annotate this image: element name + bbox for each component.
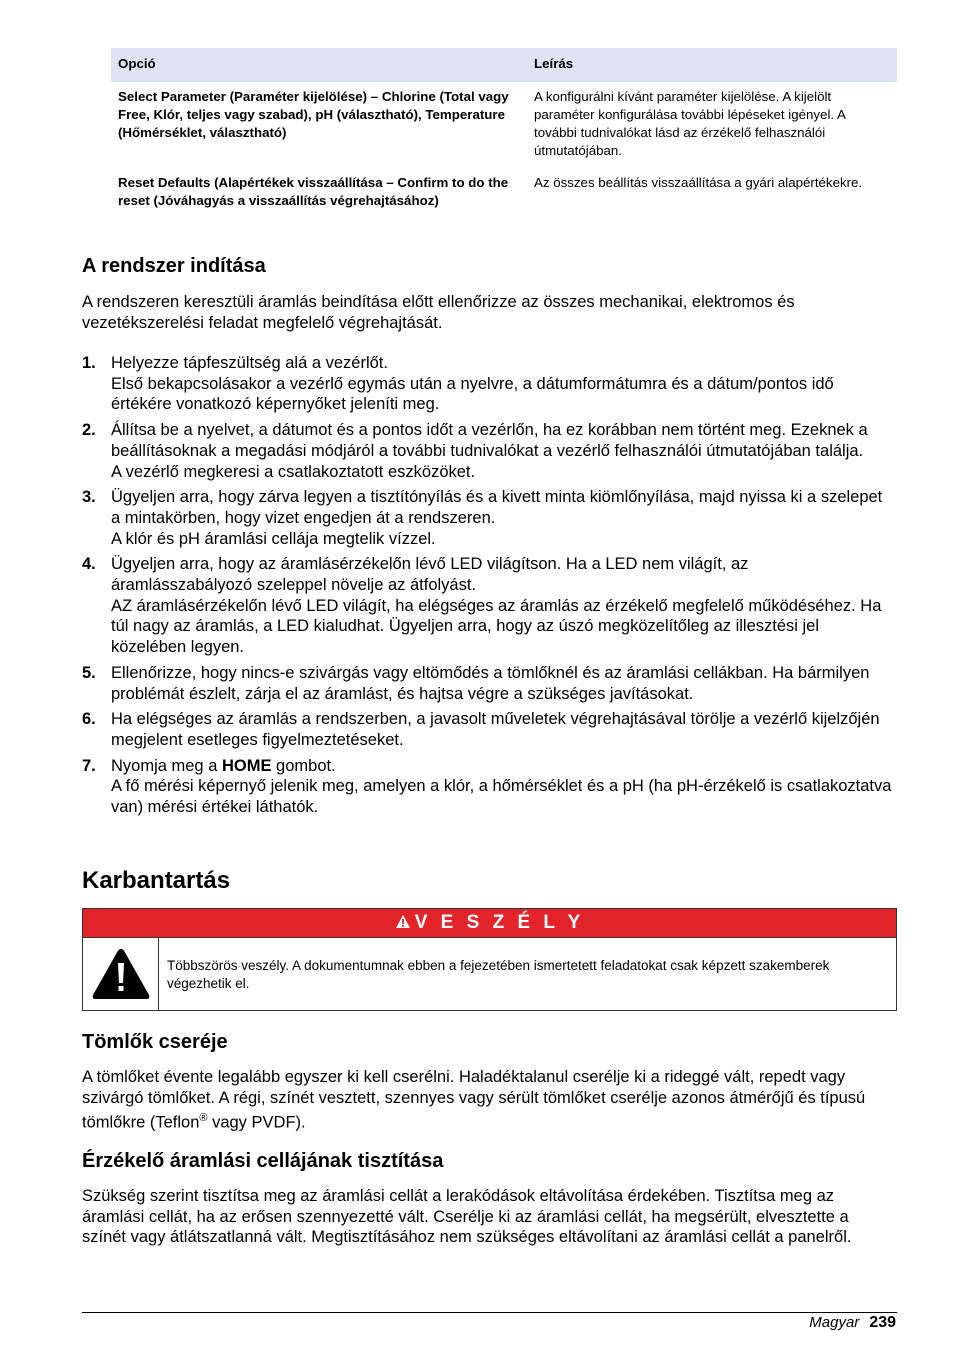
startup-intro: A rendszeren keresztüli áramlás beindítása előtt ellenőrizze az összes mechanikai, elektromos és vezetékszerelési feladat megfelelő végrehajtását.: [82, 293, 795, 332]
cell-cleaning-text: Szükség szerint tisztítsa meg az áramlási cellát a lerakódások eltávolítása érdekében. Tisztítsa meg az áramlási cellát, ha az erősen szennyezetté vált. Cserélje ki az áramlási cellát, ha megsérült, elvesztette a színét vagy átlátszatlanná vált. Megtisztításához nem szükséges eltávolítani az áramlási cellát a panelről.: [82, 1187, 852, 1247]
table-header-option: Opció: [111, 48, 527, 82]
list-item: [82, 554, 894, 658]
step-result: A klór és pH áramlási cellája megtelik vízzel.: [111, 529, 436, 548]
page-number: 239: [869, 1314, 896, 1331]
cell-cleaning-heading: Érzékelő áramlási cellájának tisztítása: [82, 1150, 444, 1172]
footer-divider: [82, 1312, 897, 1313]
step-result: A vezérlő megkeresi a csatlakoztatott eszközöket.: [111, 462, 476, 481]
table-row: [111, 82, 897, 168]
table-header-row: [111, 48, 897, 82]
step-number: 7.: [82, 756, 96, 775]
warning-triangle-icon: [395, 910, 411, 938]
step-text: [111, 756, 894, 777]
list-item: [82, 756, 894, 818]
tubes-text-end: vagy PVDF).: [207, 1113, 306, 1132]
step-text: Ellenőrizze, hogy nincs-e szivárgás vagy eltömődés a tömlőknél és az áramlási cellákban. Ha bármilyen problémát észlelt, zárja el az áramlást, és hajtsa végre a szükséges javításokat.: [111, 663, 870, 703]
maintenance-heading: Karbantartás: [82, 867, 231, 894]
step-text: Állítsa be a nyelvet, a dátumot és a pontos időt a vezérlőn, ha ez korábban nem történt meg. Ezeknek a beállításoknak a megadási módjáról a további tudnivalókat a vezérlő felhasználói útmutatójában találja.: [111, 421, 868, 460]
danger-icon-cell: [83, 938, 159, 1010]
tubes-text: [82, 1067, 892, 1134]
table-header-description: Leírás: [527, 48, 897, 82]
step-number: 6.: [82, 710, 96, 729]
step-number: 5.: [82, 663, 96, 682]
table-cell-description: Az összes beállítás visszaállítása a gyári alapértékekre.: [534, 175, 863, 190]
step-result: A fő mérési képernyő jelenik meg, amelyen a klór, a hőmérséklet és a pH (ha pH-érzékelő is csatlakoztatva van) mérési értékei láthatók.: [111, 777, 892, 817]
danger-title: V E S Z É L Y: [414, 912, 585, 933]
step-text: Ügyeljen arra, hogy az áramlásérzékelőn lévő LED világítson. Ha a LED nem világít, az áramlásszabályozó szeleppel növelje az átfolyást.: [111, 555, 749, 595]
step-text-post: gombot.: [271, 756, 336, 775]
list-item: [82, 420, 894, 482]
page-footer: [809, 1313, 896, 1333]
warning-triangle-icon: [90, 946, 152, 1002]
tubes-heading: Tömlők cseréje: [82, 1031, 228, 1053]
step-number: 2.: [82, 421, 96, 440]
table-cell-option: Reset Defaults (Alapértékek visszaállítása – Confirm to do the reset (Jóváhagyás a visszaállítás végrehajtásához): [118, 175, 509, 208]
step-text: Ha elégséges az áramlás a rendszerben, a javasolt műveletek végrehajtásával törölje a vezérlő kijelzőjén megjelent esetleges figyelmeztetéseket.: [111, 710, 880, 749]
list-item: [82, 353, 894, 415]
list-item: [82, 487, 894, 549]
options-table: [111, 48, 897, 214]
tubes-text-main: A tömlőket évente legalább egyszer ki kell cserélni. Haladéktalanul cserélje ki a rideggé vált, repedt vagy szivárgó tömlőket. A régi, színét vesztett, szennyes vagy sérült tömlőket cserélje azonos átmérőjű és típusú tömlőkre (Teflon: [82, 1068, 866, 1132]
danger-title-bar: [83, 909, 896, 938]
danger-box: [82, 908, 897, 1011]
list-item: [82, 709, 894, 750]
footer-language: Magyar: [809, 1314, 860, 1331]
table-row: [111, 168, 897, 214]
table-cell-option: Select Parameter (Paraméter kijelölése) – Chlorine (Total vagy Free, Klór, teljes vagy szabad), pH (választható), Temperature (Hőmérséklet, választható): [118, 89, 509, 140]
step-text-pre: Nyomja meg a: [111, 756, 222, 775]
step-result: AZ áramlásérzékelőn lévő LED világít, ha elégséges az áramlás az érzékelő megfelelő működéséhez. Ha túl nagy az áramlás, a LED kialudhat. Ügyeljen arra, hogy az úszó megközelítőleg az illesztési jel közelében legyen.: [111, 596, 882, 657]
list-item: [82, 663, 894, 704]
step-result: Első bekapcsolásakor a vezérlő egymás után a nyelvre, a dátumformátumra és a dátum/pontos idő értékére vonatkozó képernyőket jeleníti meg.: [111, 374, 834, 414]
danger-text: Többszörös veszély. A dokumentumnak ebben a fejezetében ismertetett feladatokat csak képzett szakemberek végezhetik el.: [167, 958, 830, 991]
step-text: Ügyeljen arra, hogy zárva legyen a tisztítónyílás és a kivett minta kiömlőnyílása, majd nyissa ki a szelepet a mintakörben, hogy vizet engedjen át a rendszeren.: [111, 488, 883, 527]
step-number: 3.: [82, 488, 96, 507]
step-text: Helyezze tápfeszültség alá a vezérlőt.: [111, 354, 388, 372]
step-number: 4.: [82, 555, 96, 574]
registered-mark: ®: [199, 1112, 208, 1125]
home-key-label: HOME: [221, 756, 272, 775]
table-cell-description: A konfigurálni kívánt paraméter kijelölése. A kijelölt paraméter konfigurálása további lépéseket igényel. A további tudnivalókat lásd az érzékelő felhasználói útmutatójában.: [534, 89, 846, 158]
startup-heading: A rendszer indítása: [82, 255, 266, 277]
startup-steps: [82, 353, 894, 823]
step-number: 1.: [82, 354, 96, 372]
